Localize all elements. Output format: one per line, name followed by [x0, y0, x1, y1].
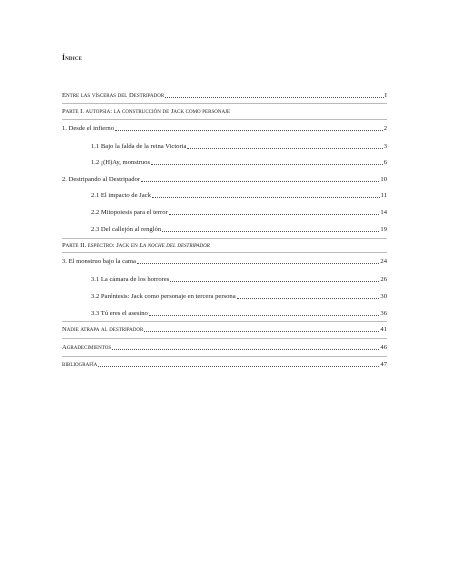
divider	[62, 356, 387, 357]
toc-entry-chapter-3[interactable]	[62, 255, 387, 266]
toc-part-heading	[62, 241, 210, 250]
divider	[62, 338, 387, 339]
toc-entry-label: bibliografía	[62, 361, 98, 368]
dot-leader	[165, 97, 384, 98]
toc-page-number: 41	[380, 326, 387, 333]
dot-leader	[187, 148, 382, 149]
toc-page-number: 10	[380, 176, 387, 183]
toc-entry-label: 1.1 Bajo la falda de la reina Victoria	[91, 143, 187, 150]
toc-page-number: 14	[380, 209, 387, 216]
toc-entry-chapter-1[interactable]	[62, 122, 387, 133]
page-title: Índice	[62, 53, 83, 62]
toc-entry-label: 3. El monstruo bajo la cama	[62, 258, 136, 265]
toc-entry-label: Nadie atrapa al destripador	[62, 326, 144, 333]
toc-entry-chapter-2[interactable]	[62, 173, 387, 184]
dot-leader	[152, 197, 380, 198]
dot-leader	[149, 315, 380, 316]
toc-page-number: 36	[380, 310, 387, 317]
toc-page-number: I	[384, 92, 387, 99]
part-heading-text: Parte II. espectro: Jack en	[62, 242, 140, 249]
part-heading-italic: La noche del destripador	[139, 242, 210, 249]
toc-entry-label: 2.1 El impacto de Jack	[91, 192, 151, 199]
toc-page-number: 11	[380, 192, 387, 199]
dot-leader	[237, 298, 380, 299]
toc-entry-section-2-3[interactable]	[91, 223, 387, 234]
toc-page-number: 6	[383, 159, 387, 166]
dot-leader	[112, 349, 379, 350]
toc-page-number: 2	[383, 125, 387, 132]
dot-leader	[170, 281, 379, 282]
toc-page-number: 3	[383, 143, 387, 150]
toc-entry-label: 2.3 Del callejón al renglón	[91, 226, 162, 233]
toc-entry-agradecimientos[interactable]	[62, 341, 387, 352]
toc-entry-section-3-1[interactable]	[91, 273, 387, 284]
toc-entry-nadie[interactable]	[62, 323, 387, 334]
toc-page-number: 30	[380, 293, 387, 300]
divider	[62, 238, 387, 239]
toc-entry-label: 2. Destripando al Destripador	[62, 176, 141, 183]
toc-page-number: 24	[380, 258, 387, 265]
toc-entry-label: Entre las vísceras del Destripador	[62, 92, 165, 99]
toc-page-number: 26	[380, 276, 387, 283]
toc-entry-section-2-1[interactable]	[91, 189, 387, 200]
toc-entry-section-3-2[interactable]	[91, 290, 387, 301]
toc-entry-section-2-2[interactable]	[91, 206, 387, 217]
toc-entry-label: 3.1 La cámara de los horrores	[91, 276, 170, 283]
toc-entry-label: 3.3 Tú eres el asesino	[91, 310, 148, 317]
toc-page-number: 47	[380, 361, 387, 368]
dot-leader	[169, 214, 380, 215]
toc-entry-section-3-3[interactable]	[91, 307, 387, 318]
dot-leader	[151, 164, 383, 165]
divider	[62, 321, 387, 322]
dot-leader	[98, 366, 379, 367]
dot-leader	[141, 181, 379, 182]
toc-entry-section-1-1[interactable]	[91, 140, 387, 151]
toc-entry-section-1-2[interactable]	[91, 156, 387, 167]
dot-leader	[144, 331, 379, 332]
dot-leader	[162, 231, 379, 232]
divider	[62, 119, 387, 120]
toc-page-number: 46	[380, 344, 387, 351]
dot-leader	[115, 130, 383, 131]
toc-entry-bibliografia[interactable]	[62, 358, 387, 369]
dot-leader	[137, 263, 379, 264]
toc-entry-label: 1. Desde el infierno	[62, 125, 114, 132]
toc-part-heading: Parte I. autopsia: la construcción de Jack como personaje	[62, 108, 231, 115]
toc-page-number: 19	[380, 226, 387, 233]
divider	[62, 103, 387, 104]
toc-entry-entre[interactable]	[62, 89, 387, 100]
toc-entry-label: Agradecimientos	[62, 344, 112, 351]
toc-entry-label: 3.2 Paréntesis: Jack como personaje en tercera persona	[91, 293, 236, 300]
toc-entry-label: 2.2 Mitopoiesis para el terror	[91, 209, 168, 216]
divider	[62, 252, 387, 253]
toc-entry-label: 1.2 ¡(H)Ay, monstruos	[91, 159, 151, 166]
